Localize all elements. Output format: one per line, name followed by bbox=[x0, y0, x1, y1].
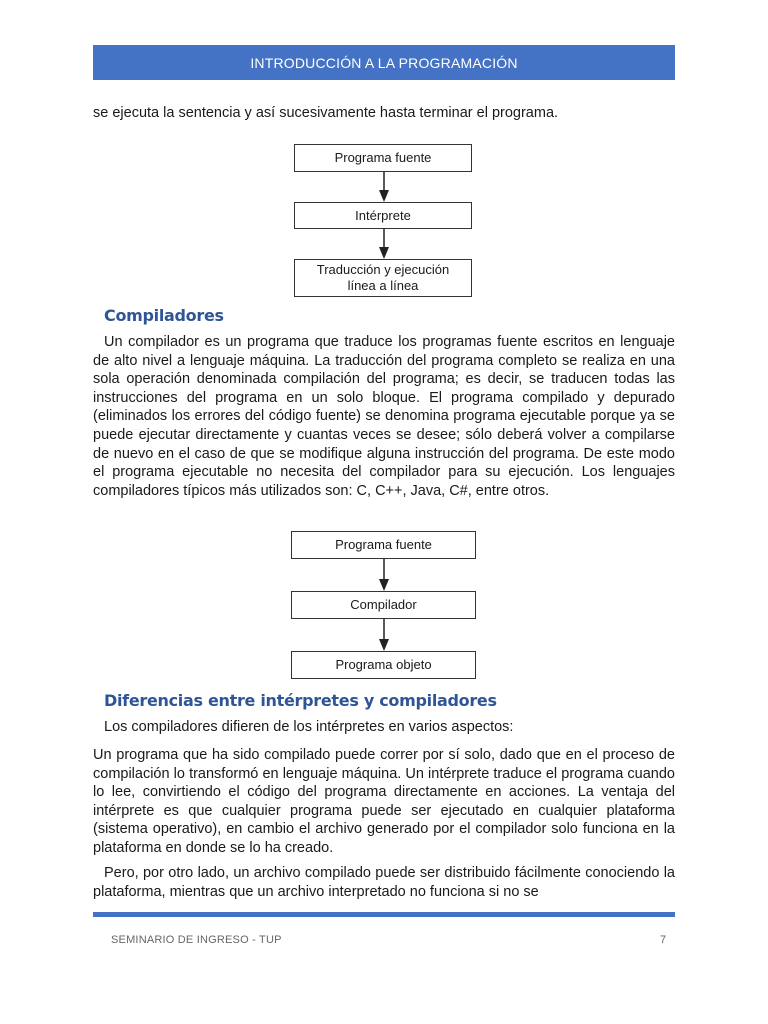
diagram1-arrow-2 bbox=[378, 229, 390, 259]
diagram2-box-source-label: Programa fuente bbox=[335, 537, 432, 552]
diagram2-arrow-1 bbox=[378, 559, 390, 591]
diagram1-box-source bbox=[294, 144, 472, 172]
diagram2-box-object bbox=[291, 651, 476, 679]
diagram2-box-compiler bbox=[291, 591, 476, 619]
diferencias-paragraph-1: Un programa que ha sido compilado puede correr por sí solo, dado que en el proceso de compilación lo transformó en lenguaje máquina. Un intérprete traduce el programa cuando lo lee, convirtiendo el código del programa directamente en acciones. La ventaja del intérprete es que cualquier programa puede ser ejecutado en cualquier plataforma (sistema operativo), en cambio el archivo generado por el compilador solo funciona en la plataforma en donde se lo ha creado. bbox=[93, 747, 675, 856]
diagram2-box-object-label: Programa objeto bbox=[335, 657, 432, 672]
diferencias-heading: Diferencias entre intérpretes y compiladores bbox=[104, 691, 497, 710]
diagram2-box-compiler-label: Compilador bbox=[350, 597, 417, 612]
diagram1-box-interpreter bbox=[294, 202, 472, 229]
footer-title: SEMINARIO DE INGRESO - TUP bbox=[111, 934, 282, 946]
page-header bbox=[93, 45, 675, 80]
footer-rule bbox=[93, 912, 675, 917]
diagram1-box-source-label: Programa fuente bbox=[334, 150, 432, 165]
diferencias-paragraph-2: Pero, por otro lado, un archivo compilado puede ser distribuido fácilmente conociendo la plataforma, mientras que un archivo interpretado no funciona si no se bbox=[93, 865, 675, 900]
diagram1-box-interpreter-label: Intérprete bbox=[355, 207, 411, 223]
page-number: 7 bbox=[660, 934, 667, 946]
diagram1-arrow-1 bbox=[378, 172, 390, 202]
compiladores-heading: Compiladores bbox=[104, 306, 224, 325]
intro-line: se ejecuta la sentencia y así sucesivamente hasta terminar el programa. bbox=[93, 105, 559, 121]
diferencias-intro: Los compiladores difieren de los intérpretes en varios aspectos: bbox=[104, 719, 514, 735]
diagram1-box-translation-line2: línea a línea bbox=[347, 278, 419, 293]
diagram1-box-translation-line1: Traducción y ejecución bbox=[316, 262, 450, 277]
compiladores-paragraph: Un compilador es un programa que traduce los programas fuente escritos en lenguaje de alto nivel a lenguaje máquina. La traducción del programa completo se realiza en una sola operación denominada compilación del programa; es decir, se traducen todas las instrucciones del programa en un solo bloque. El programa compilado y depurado (eliminados los errores del código fuente) se denomina programa ejecutable porque ya se puede ejecutar directamente y cuantas veces se desee; sólo deberá volver a compilarse de nuevo en el caso de que se modifique alguna instrucción del programa. De este modo el programa ejecutable no necesita del compilador para su ejecución. Los lenguajes compiladores típicos más utilizados son: C, C++, Java, C#, entre otros. bbox=[93, 334, 675, 499]
diagram1-box-translation bbox=[294, 259, 472, 297]
diagram2-box-source bbox=[291, 531, 476, 559]
diagram2-arrow-2 bbox=[378, 619, 390, 651]
header-title: INTRODUCCIÓN A LA PROGRAMACIÓN bbox=[250, 54, 518, 71]
